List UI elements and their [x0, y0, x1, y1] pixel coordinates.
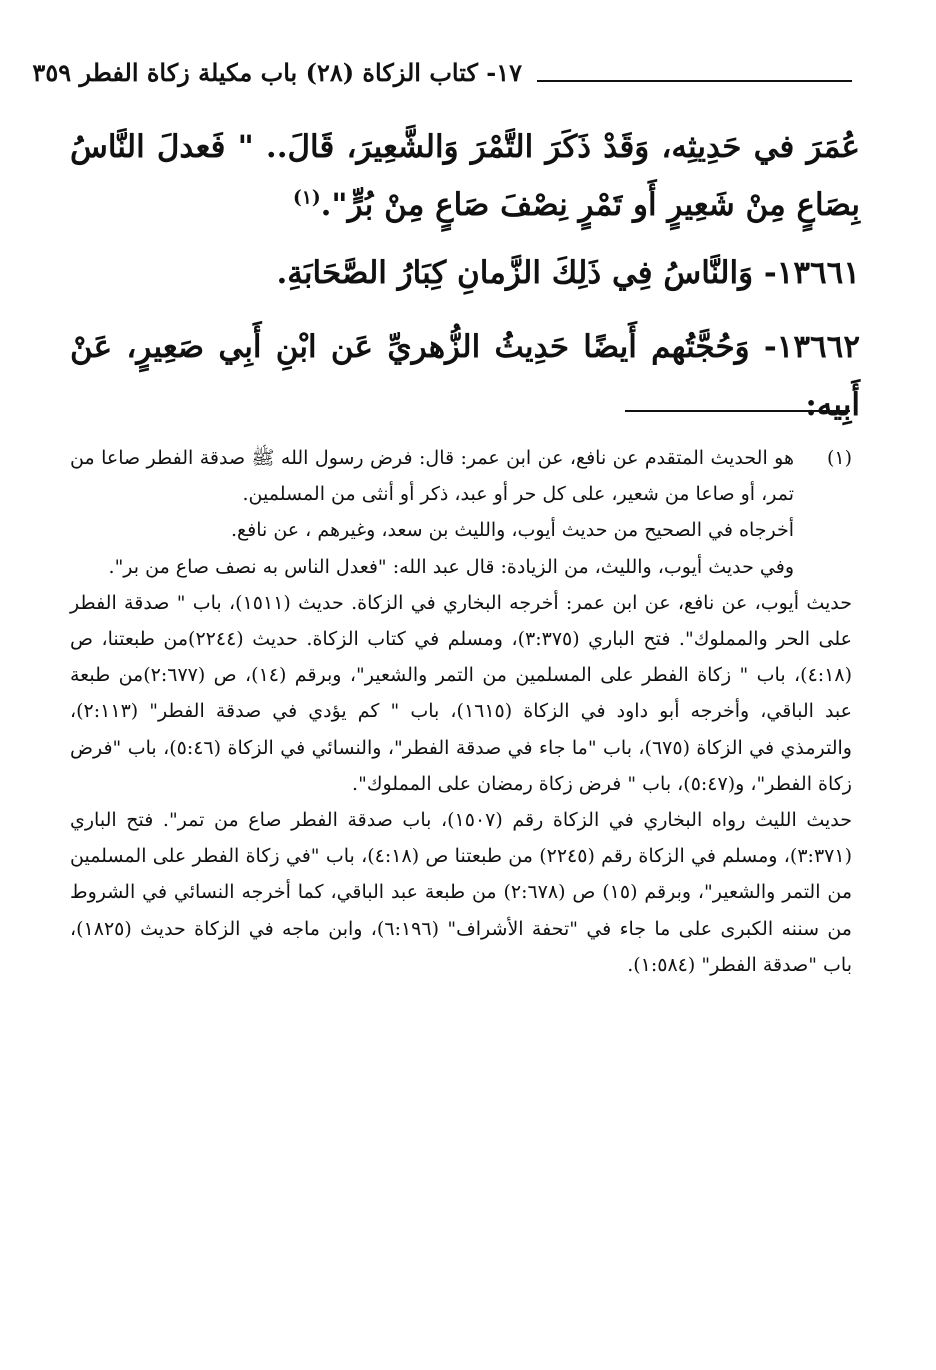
footnote-ref: (١): [293, 187, 321, 209]
narration-13661: ١٣٦٦١- وَالنَّاسُ فِي ذَلِكَ الزَّمانِ كِبَارُ الصَّحَابَةِ.: [276, 255, 860, 291]
page-header: [32, 58, 852, 98]
footnote-number: (١): [826, 447, 852, 469]
header-rule: [537, 80, 852, 82]
running-header-title: ١٧- كتاب الزكاة (٢٨) باب مكيلة زكاة الفطر ٣٥٩: [32, 58, 522, 87]
footnote-paragraph: حديث أيوب، عن نافع، عن ابن عمر: أخرجه البخاري في الزكاة. حديث (١٥١١)، باب " صدقة الفطر على الحر والمملوك". فتح الباري (٣:٣٧٥)، ومسلم في كتاب الزكاة. حديث (٢٢٤٤)من طبعتنا، ص (٤:١٨)، باب " زكاة الفطر على المسلمين من التمر والشعير"، وبرقم (١٤)، ص (٢:٦٧٧)من طبعة عبد الباقي، وأخرجه أبو داود في الزكاة (١٦١٥)، باب " كم يؤدي في صدقة الفطر" (٢:١١٣)، والترمذي في الزكاة (٦٧٥)، باب "ما جاء في صدقة الفطر"، والنسائي في الزكاة (٥:٤٦)، باب "فرض زكاة الفطر"، و(٥:٤٧)، باب " فرض زكاة رمضان على المملوك".: [70, 591, 853, 795]
footnote-divider: [625, 410, 850, 412]
footnote-paragraph: هو الحديث المتقدم عن نافع، عن ابن عمر: قال: فرض رسول الله ﷺ صدقة الفطر صاعا من تمر، أو صاعا من شعير، على كل حر أو عبد، ذكر أو أنثى من المسلمين.: [70, 447, 794, 506]
footnote-paragraph: وفي حديث أيوب، والليث، من الزيادة: قال عبد الله: "فعدل الناس به نصف صاع من بر".: [108, 555, 794, 578]
footnote-paragraph: أخرجاه في الصحيح من حديث أيوب، والليث بن سعد، وغيرهم ، عن نافع.: [230, 519, 794, 542]
footnote-body: [70, 440, 794, 585]
continuation-paragraph: [70, 118, 860, 234]
main-text: [70, 118, 860, 434]
footnote-paragraph: حديث الليث رواه البخاري في الزكاة رقم (١٥٠٧)، باب صدقة الفطر صاع من تمر". فتح الباري (٣:٣٧١)، ومسلم في الزكاة رقم (٢٢٤٥) من طبعتنا ص (٤:١٨)، باب "في زكاة الفطر على المسلمين من التمر والشعير"، وبرقم (١٥) ص (٢:٦٧٨) من طبعة عبد الباقي، كما أخرجه النسائي في الشروط من سننه الكبرى على ما جاء في "تحفة الأشراف" (٦:١٩٦)، وابن ماجه في الزكاة حديث (١٨٢٥)، باب "صدقة الفطر" (١:٥٨٤).: [70, 809, 853, 976]
narration-13662: ١٣٦٦٢- وَحُجَّتُهم أَيضًا حَدِيثُ الزُّهريِّ عَن ابْنِ أَبِي صَعِيرٍ، عَنْ أَبِيه:: [70, 329, 860, 423]
footnotes-section: [70, 440, 852, 983]
continuation-text: عُمَرَ في حَدِيثِه، وَقَدْ ذَكَرَ التَّمْرَ وَالشَّعِيرَ، قَالَ.. " فَعدلَ النَّاسُ بِصَاعٍ مِنْ شَعِيرٍ أَو تَمْرٍ نِصْفَ صَاعٍ مِنْ بُرٍّ".: [70, 129, 860, 223]
footnote-1: [70, 440, 852, 585]
